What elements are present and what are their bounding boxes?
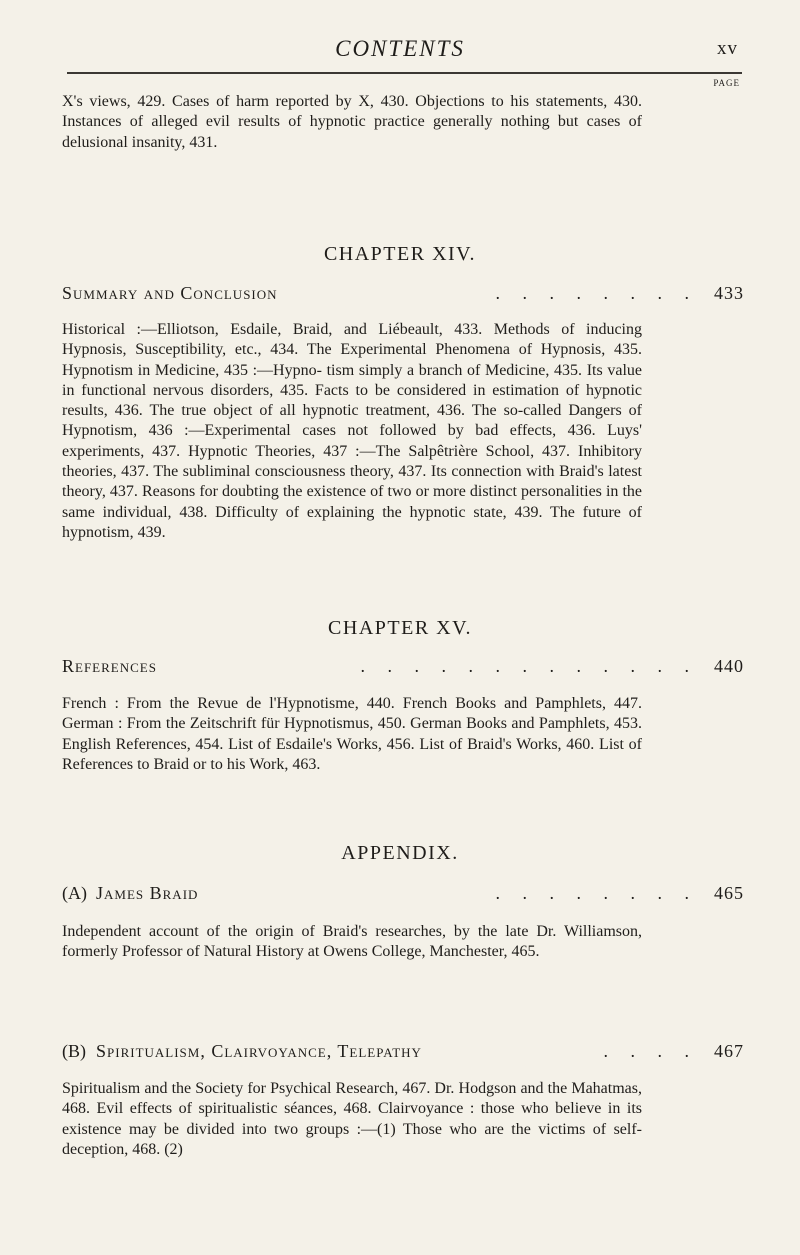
- chapter-summary: French : From the Revue de l'Hypnotisme, 440. French Books and Pamphlets, 447. German : From the Zeitschrift für Hypnotismus, 450. German Books and Pamphlets, 453. English References, 454. List of Esdaile's Works, 456. List of Braid's Works, 460. List of References to Braid or to his Work, 463.: [62, 695, 642, 773]
- leader-dots: . . . . . . . .: [495, 883, 698, 903]
- toc-entry-appendix-a[interactable]: [62, 883, 742, 907]
- appendix-label: (A): [62, 883, 87, 903]
- toc-entry-appendix-b[interactable]: [62, 1041, 742, 1065]
- page-number: xv: [717, 38, 738, 59]
- intro-paragraph: X's views, 429. Cases of harm reported by X, 430. Objections to his statements, 430. Instances of alleged evil results of hypnotic practice generally nothing but cases of delusional insanity, 431.: [62, 93, 642, 151]
- leader-dots: . . . .: [603, 1041, 698, 1061]
- appendix-label: (B): [62, 1041, 86, 1061]
- toc-entry-page: 440: [714, 656, 744, 676]
- toc-entry-references[interactable]: [62, 656, 742, 680]
- chapter-heading: CHAPTER XV.: [328, 617, 472, 639]
- page-column-label: PAGE: [713, 78, 740, 88]
- appendix-summary: Spiritualism and the Society for Psychical Research, 467. Dr. Hodgson and the Mahatmas, 468. Evil effects of spiritualistic séances, 468. Clairvoyance : those who believe in its existence may be divided into two groups :—(1) Those who are the victims of self-deception, 468. (2): [62, 1080, 642, 1158]
- appendix-summary: Independent account of the origin of Braid's researches, by the late Dr. Williamson, formerly Professor of Natural History at Owens College, Manchester, 465.: [62, 923, 642, 961]
- toc-entry-page: 465: [714, 883, 744, 903]
- toc-entry-summary[interactable]: [62, 283, 742, 307]
- toc-entry-title: Summary and Conclusion: [62, 283, 278, 303]
- toc-entry-title: References: [62, 656, 157, 676]
- toc-entry-title: James Braid: [96, 883, 199, 903]
- chapter-heading: CHAPTER XIV.: [323, 243, 477, 265]
- header-rule: [67, 72, 742, 74]
- leader-dots: . . . . . . . . . . . . .: [360, 656, 698, 676]
- toc-entry-title: Spiritualism, Clairvoyance, Telepathy: [96, 1041, 422, 1061]
- toc-entry-page: 467: [714, 1041, 744, 1061]
- leader-dots: . . . . . . . .: [495, 283, 698, 303]
- chapter-summary: Historical :—Elliotson, Esdaile, Braid, and Liébeault, 433. Methods of inducing Hypnosis, Susceptibility, etc., 434. The Experimental Phenomena of Hypnosis, 435. Hypnotism in Medicine, 435 :—Hypno- tism simply a branch of Medicine, 435. Its value in functional nervous disorders, 435. Facts to be considered in estimation of hypnotic results, 436. The true object of all hypnotic treatment, 436. The so-called Dangers of Hypnotism, 436 :—Experimental cases not followed by bad effects, 436. Luys' experiments, 437. Hypnotic Theories, 437 :—The Salpêtrière School, 437. Inhibitory theories, 437. The subliminal consciousness theory, 437. Its connection with Braid's latest theory, 437. Reasons for doubting the existence of two or more distinct personalities in the same individual, 438. Difficulty of explaining the hypnotic state, 439. The future of hypnotism, 439.: [62, 321, 642, 541]
- page-title: CONTENTS: [335, 36, 465, 61]
- toc-entry-page: 433: [714, 283, 744, 303]
- appendix-heading: APPENDIX.: [341, 842, 459, 864]
